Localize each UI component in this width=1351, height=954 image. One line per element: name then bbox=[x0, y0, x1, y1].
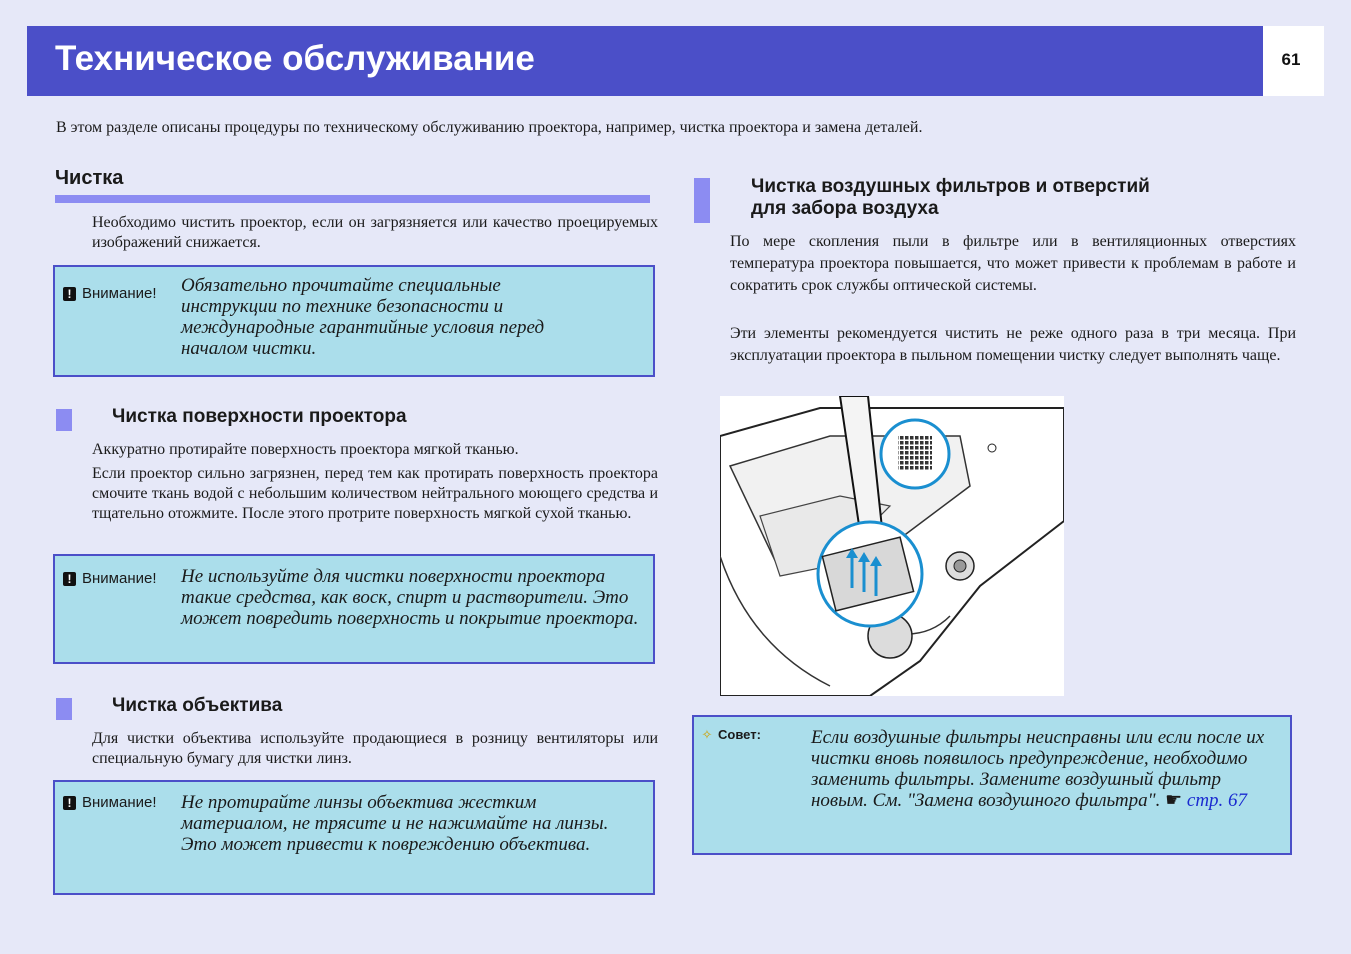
filters-heading-line-2: для забора воздуха bbox=[751, 198, 939, 219]
caution-box-cleaning bbox=[53, 265, 655, 377]
lens-para: Для чистки объектива используйте продающиеся в розницу вентиляторы или специальную бумагу для чистки линз. bbox=[92, 730, 658, 767]
caution-text: Не протирайте линзы объектива жестким материалом, не трясите и не нажимайте на линзы. Это может привести к повреждению объектива. bbox=[181, 792, 609, 855]
tip-label bbox=[700, 727, 761, 742]
warning-icon: ! bbox=[63, 287, 76, 301]
tip-text-body: Если воздушные фильтры неисправны или если после их чистки вновь появилось предупреждение, необходимо заменить фильтры. Замените воздушный фильтр новым. См. "Замена воздушного фильтра". bbox=[811, 727, 1265, 811]
subsection-marker bbox=[694, 178, 710, 223]
page-number: 61 bbox=[1281, 50, 1301, 69]
page-header bbox=[27, 26, 1263, 96]
warning-icon: ! bbox=[63, 572, 76, 586]
tip-text bbox=[811, 727, 1281, 811]
section-heading-cleaning: Чистка bbox=[55, 167, 124, 189]
filters-para-2: Эти элементы рекомендуется чистить не реже одного раза в три месяца. При эксплуатации проектора в пыльном помещении чистку следует выполнять чаще. bbox=[730, 325, 1296, 364]
subsection-heading-surface: Чистка поверхности проектора bbox=[112, 406, 407, 427]
page-link[interactable]: стр. 67 bbox=[1186, 790, 1248, 811]
filters-para-1: По мере скопления пыли в фильтре или в вентиляционных отверстиях температура проектора повышается, что может привести к проблемам в работе и сократить срок службы оптической системы. bbox=[730, 233, 1296, 294]
cleaning-intro: Необходимо чистить проектор, если он загрязняется или качество проецируемых изображений снижается. bbox=[92, 214, 658, 251]
pointing-hand-icon: ☛ bbox=[1165, 790, 1183, 811]
caution-label bbox=[63, 794, 157, 811]
caution-label-text: Внимание! bbox=[82, 570, 157, 587]
lightbulb-icon: ✧ bbox=[701, 726, 713, 742]
filters-heading-line-1: Чистка воздушных фильтров и отверстий bbox=[751, 176, 1150, 197]
warning-icon: ! bbox=[63, 796, 76, 810]
caution-label-text: Внимание! bbox=[82, 285, 157, 302]
caution-label bbox=[63, 285, 157, 302]
caution-box-lens bbox=[53, 780, 655, 895]
subsection-marker bbox=[56, 698, 72, 720]
section-underline bbox=[55, 195, 650, 203]
caution-text: Не используйте для чистки поверхности проектора такие средства, как воск, спирт и растворители. Это может повредить поверхность и покрытие проектора. bbox=[181, 566, 639, 629]
surface-para-1: Аккуратно протирайте поверхность проектора мягкой тканью. bbox=[92, 441, 519, 458]
air-filter-illustration bbox=[720, 396, 1064, 696]
subsection-heading-lens: Чистка объектива bbox=[112, 695, 283, 716]
caution-label-text: Внимание! bbox=[82, 794, 157, 811]
tip-label-text: Совет: bbox=[718, 727, 761, 742]
subsection-heading-filters bbox=[751, 176, 1150, 220]
caution-label bbox=[63, 570, 157, 587]
page-number-box bbox=[1263, 26, 1324, 96]
tip-box-filters bbox=[692, 715, 1292, 855]
subsection-marker bbox=[56, 409, 72, 431]
caution-box-surface bbox=[53, 554, 655, 664]
page-title: Техническое обслуживание bbox=[55, 39, 535, 78]
surface-para-2: Если проектор сильно загрязнен, перед тем как протирать поверхность проектора смочите ткань водой с небольшим количеством нейтрального моющего средства и тщательно отожмите. После этого протрите поверхность мягкой сухой тканью. bbox=[92, 465, 658, 522]
caution-text: Обязательно прочитайте специальные инструкции по технике безопасности и международные гарантийные условия перед началом чистки. bbox=[181, 275, 545, 359]
intro-text: В этом разделе описаны процедуры по техническому обслуживанию проектора, например, чистка проектора и замена деталей. bbox=[56, 119, 923, 136]
